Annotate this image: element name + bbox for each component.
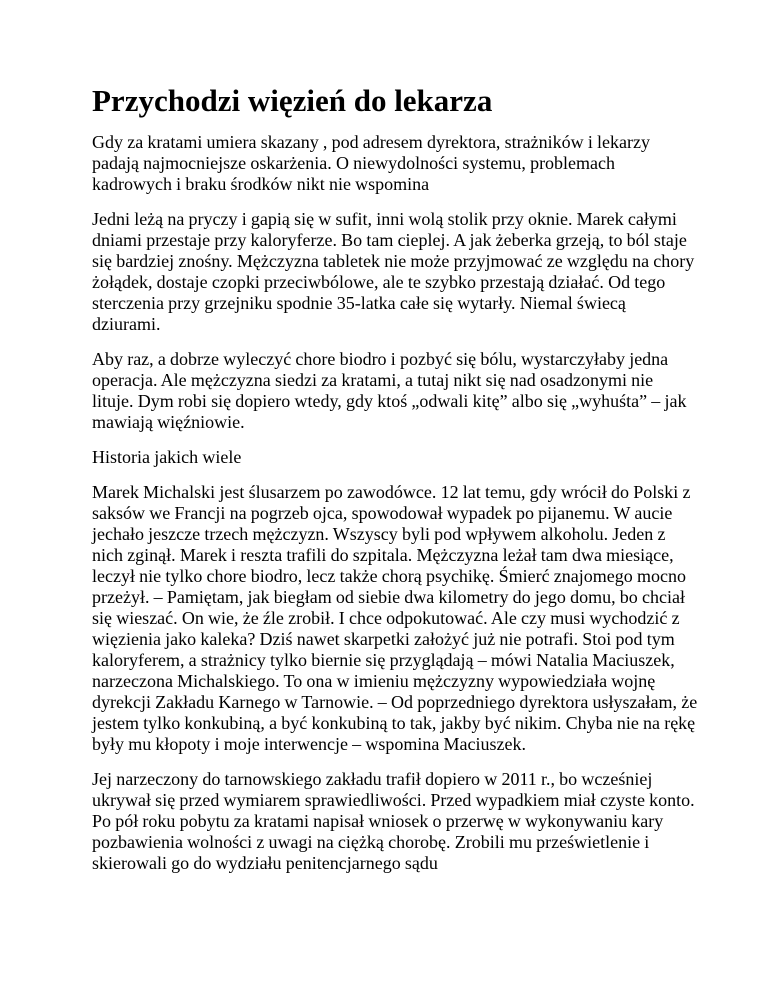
article-paragraph: Jej narzeczony do tarnowskiego zakładu trafił dopiero w 2011 r., bo wcześniej ukrywał się przed wymiarem sprawiedliwości. Przed wypadkiem miał czyste konto. Po pół roku pobytu za kratami napisał wniosek o przerwę w wykonywaniu kary pozbawienia wolności z uwagi na ciężką chorobę. Zrobili mu prześwietlenie i skierowali go do wydziału penitencjarnego sądu [92, 769, 695, 873]
article-title: Przychodzi więzień do lekarza [92, 83, 493, 118]
article-lead: Gdy za kratami umiera skazany , pod adresem dyrektora, strażników i lekarzy padają najmocniejsze oskarżenia. O niewydolności systemu, problemach kadrowych i braku środków nikt nie wspomina [92, 132, 650, 194]
article-body [92, 82, 698, 888]
article-paragraph: Aby raz, a dobrze wyleczyć chore biodro i pozbyć się bólu, wystarczyłaby jedna operacja. Ale mężczyzna siedzi za kratami, a tutaj nikt się nad osadzonymi nie lituje. Dym robi się dopiero wtedy, gdy ktoś „odwali kitę” albo się „wyhuśta” – jak mawiają więźniowie. [92, 349, 687, 432]
section-heading: Historia jakich wiele [92, 447, 242, 467]
article-paragraph: Jedni leżą na pryczy i gapią się w sufit, inni wolą stolik przy oknie. Marek całymi dniami przestaje przy kaloryferze. Bo tam cieplej. A jak żeberka grzeją, to ból staje się bardziej znośny. Mężczyzna tabletek nie może przyjmować ze względu na chory żołądek, dostaje czopki przeciwbólowe, ale te szybko przestają działać. Od tego sterczenia przy grzejniku spodnie 35-latka całe się wytarły. Niemal świecą dziurami. [92, 209, 695, 334]
article-paragraph: Marek Michalski jest ślusarzem po zawodówce. 12 lat temu, gdy wrócił do Polski z saksów we Francji na pogrzeb ojca, spowodował wypadek po pijanemu. W aucie jechało jeszcze trzech mężczyzn. Wszyscy byli pod wpływem alkoholu. Jeden z nich zginął. Marek i reszta trafili do szpitala. Mężczyzna leżał tam dwa miesiące, leczył nie tylko chore biodro, lecz także chorą psychikę. Śmierć znajomego mocno przeżył. – Pamiętam, jak biegłam od siebie dwa kilometry do jego domu, bo chciał się wieszać. On wie, że źle zrobił. I chce odpokutować. Ale czy musi wychodzić z więzienia jako kaleka? Dziś nawet skarpetki założyć już nie potrafi. Stoi pod tym kaloryferem, a strażnicy tylko biernie się przyglądają – mówi Natalia Maciuszek, narzeczona Michalskiego. To ona w imieniu mężczyzny wypowiedziała wojnę dyrekcji Zakładu Karnego w Tarnowie. – Od poprzedniego dyrektora usłyszałam, że jestem tylko konkubiną, a być konkubiną to tak, jakby być nikim. Chyba nie na rękę były mu kłopoty i moje interwencje – wspomina Maciuszek. [92, 482, 698, 754]
